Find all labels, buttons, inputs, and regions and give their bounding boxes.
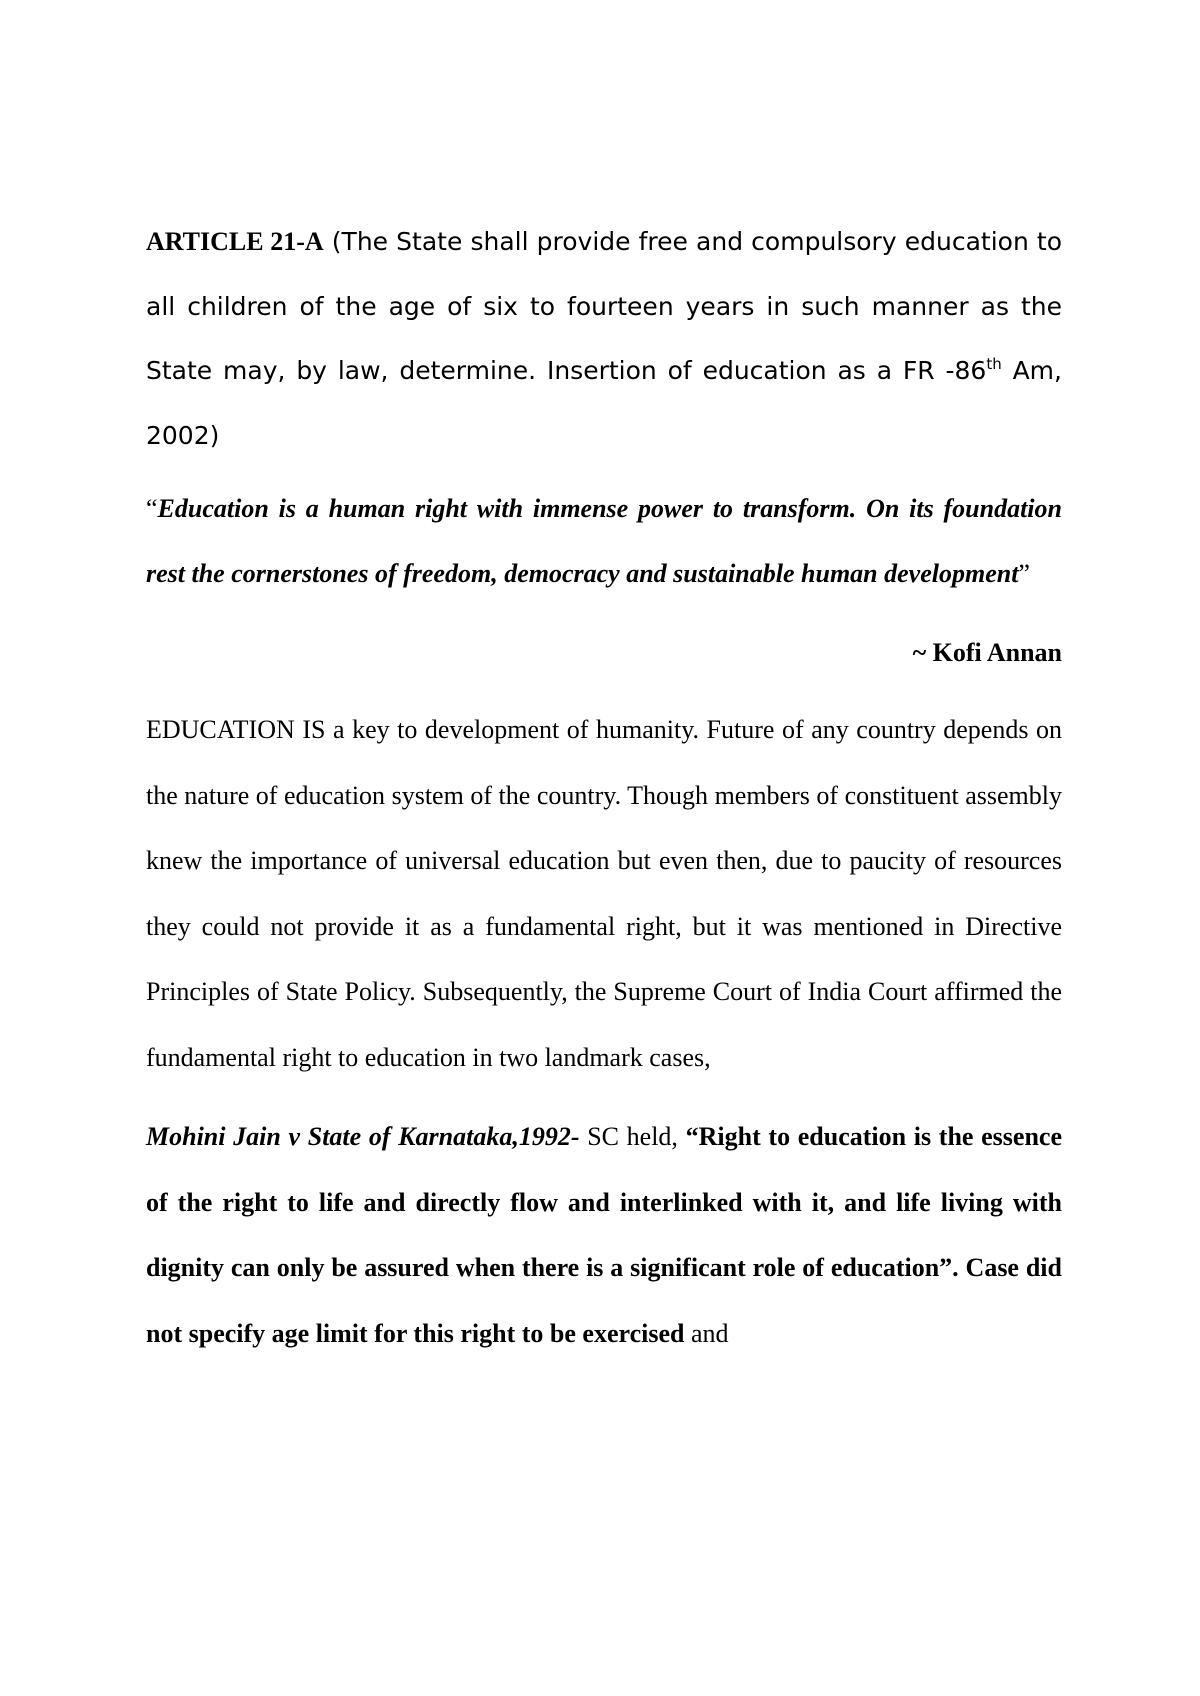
case-paragraph: [146, 1104, 1062, 1366]
article-text-end: Am, 2002): [146, 356, 1062, 450]
case-tail: and: [684, 1318, 729, 1348]
quote-close-mark: ”: [1018, 559, 1030, 588]
case-intro: SC held,: [579, 1122, 686, 1151]
document-page: [146, 210, 1062, 1366]
article-heading: ARTICLE 21-A: [146, 227, 324, 256]
article-text: (The State shall provide free and compulsory education to all children of the age of six to fourteen years in such manner as the State may, by law, determine. Insertion of education as a FR -86: [146, 227, 1063, 385]
quote-attribution: ~ Kofi Annan: [912, 638, 1062, 667]
case-holding: “Right to education is the essence of the right to life and directly flow and interlinked with it, and life living with dignity can only be assured when there is a significant role of education”. Case did not specify age limit for this right to be exercised: [146, 1122, 1062, 1348]
quote-text: Education is a human right with immense power to transform. On its foundation rest the cornerstones of freedom, democracy and sustainable human development: [146, 494, 1062, 588]
kofi-annan-quote: [146, 476, 1062, 606]
case-name: Mohini Jain v State of Karnataka,1992-: [146, 1122, 580, 1151]
article-superscript: th: [986, 355, 1002, 373]
quote-open-mark: “: [146, 494, 158, 523]
education-paragraph: EDUCATION IS a key to development of humanity. Future of any country depends on the nature of education system of the country. Though members of constituent assembly knew the importance of universal education but even then, due to paucity of resources they could not provide it as a fundamental right, but it was mentioned in Directive Principles of State Policy. Subsequently, the Supreme Court of India Court affirmed the fundamental right to education in two landmark cases,: [146, 715, 1062, 1072]
article-21a-paragraph: [146, 210, 1062, 468]
